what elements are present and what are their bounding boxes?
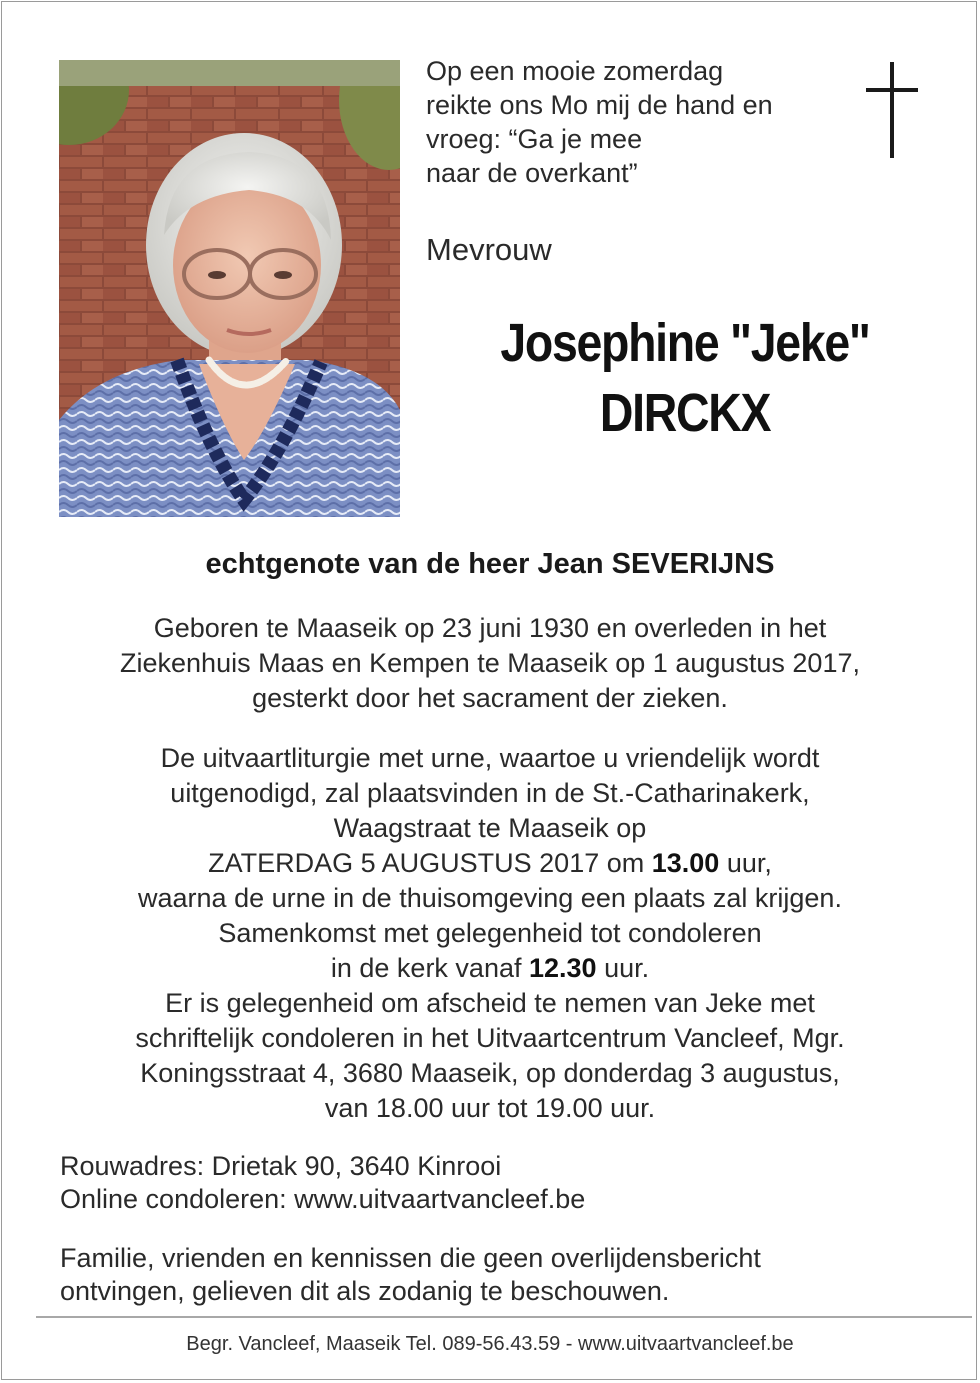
name-last: DIRCKX	[599, 383, 771, 443]
online-condolence: Online condoleren: www.uitvaartvancleef.be	[60, 1184, 586, 1214]
poem-line: vroeg: “Ga je mee	[426, 124, 643, 154]
cross-icon	[862, 62, 922, 158]
birth-line: gesterkt door het sacrament der zieken.	[252, 683, 728, 713]
family-line: ontvingen, gelieven dit als zodanig te beschouwen.	[60, 1276, 670, 1306]
footer-divider	[36, 1316, 972, 1318]
address-block	[60, 1150, 585, 1216]
service-time-suffix: uur,	[719, 848, 772, 878]
poem-line: naar de overkant”	[426, 158, 638, 188]
family-notice	[60, 1242, 761, 1308]
poem	[426, 54, 773, 190]
mourning-address: Rouwadres: Drietak 90, 3640 Kinrooi	[60, 1151, 502, 1181]
service-line: Samenkomst met gelegenheid tot condoleren	[218, 918, 762, 948]
gathering-suffix: uur.	[596, 953, 650, 983]
service-date-line	[0, 846, 980, 881]
birth-line: Geboren te Maaseik op 23 juni 1930 en overleden in het	[153, 613, 827, 643]
service-line: schriftelijk condoleren in het Uitvaartcentrum Vancleef, Mgr.	[135, 1023, 845, 1053]
gathering-prefix: in de kerk vanaf	[330, 953, 529, 983]
service-line: uitgenodigd, zal plaatsvinden in de St.-Catharinakerk,	[170, 778, 810, 808]
service-time: 13.00	[651, 848, 720, 878]
footer-credit: Begr. Vancleef, Maaseik Tel. 089-56.43.59 - www.uitvaartvancleef.be	[186, 1333, 794, 1355]
poem-line: reikte ons Mo mij de hand en	[426, 90, 773, 120]
gathering-time: 12.30	[529, 953, 597, 983]
service-line: van 18.00 uur tot 19.00 uur.	[324, 1093, 656, 1123]
deceased-name	[457, 308, 913, 448]
spouse-line: echtgenote van de heer Jean SEVERIJNS	[205, 548, 775, 580]
service-date: ZATERDAG 5 AUGUSTUS 2017 om	[208, 848, 652, 878]
honorific: Mevrouw	[426, 232, 552, 267]
family-line: Familie, vrienden en kennissen die geen overlijdensbericht	[60, 1243, 761, 1273]
poem-line: Op een mooie zomerdag	[426, 56, 724, 86]
service-line: Er is gelegenheid om afscheid te nemen van Jeke met	[165, 988, 815, 1018]
service-line: Waagstraat te Maaseik op	[333, 813, 647, 843]
service-line: Koningsstraat 4, 3680 Maaseik, op donderdag 3 augustus,	[140, 1058, 840, 1088]
gathering-time-line	[0, 951, 980, 986]
service-line: waarna de urne in de thuisomgeving een plaats zal krijgen.	[138, 883, 842, 913]
birth-death-text	[0, 611, 980, 716]
birth-line: Ziekenhuis Maas en Kempen te Maaseik op 1 augustus 2017,	[120, 648, 860, 678]
name-first: Josephine "Jeke"	[500, 313, 870, 373]
service-line: De uitvaartliturgie met urne, waartoe u vriendelijk wordt	[160, 743, 820, 773]
portrait-photo	[59, 60, 400, 517]
service-text	[0, 741, 980, 1126]
